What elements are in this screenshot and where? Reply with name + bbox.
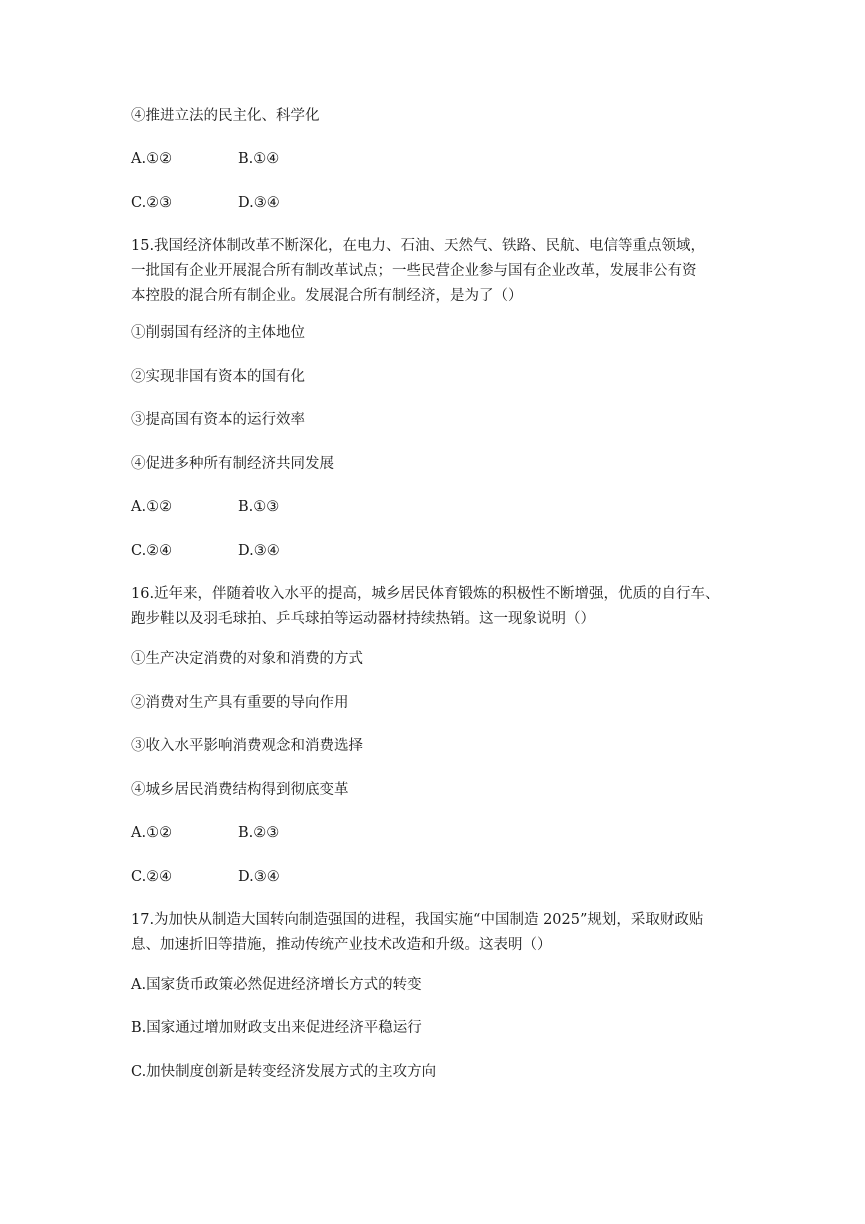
q17-choice-a: A.国家货币政策必然促进经济增长方式的转变	[131, 977, 422, 993]
q15-stem-line-2: 一批国有企业开展混合所有制改革试点；一些民营企业参与国有企业改革，发展非公有资	[131, 263, 697, 279]
q15-stem-line-1: 15.我国经济体制改革不断深化，在电力、石油、天然气、铁路、民航、电信等重点领域，	[131, 238, 706, 254]
q15-choice-b: B.①③	[238, 499, 280, 515]
q16-stem-line-1: 16.近年来，伴随着收入水平的提高，城乡居民体育锻炼的积极性不断增强，优质的自行车、	[131, 586, 720, 602]
q14-choice-a: A.①②	[131, 151, 173, 167]
q15-option-4: ④促进多种所有制经济共同发展	[131, 456, 334, 472]
q15-option-2: ②实现非国有资本的国有化	[131, 369, 305, 385]
q14-choice-d: D.③④	[238, 195, 280, 211]
q17-choice-b: B.国家通过增加财政支出来促进经济平稳运行	[131, 1020, 422, 1036]
q15-option-3: ③提高国有资本的运行效率	[131, 412, 305, 428]
q14-choice-c: C.②③	[131, 195, 173, 211]
q16-option-1: ①生产决定消费的对象和消费的方式	[131, 651, 363, 667]
q16-stem-line-2: 跑步鞋以及羽毛球拍、乒乓球拍等运动器材持续热销。这一现象说明（）	[131, 611, 595, 627]
q17-choice-c: C.加快制度创新是转变经济发展方式的主攻方向	[131, 1064, 437, 1080]
q16-option-4: ④城乡居民消费结构得到彻底变革	[131, 782, 349, 798]
q15-choice-d: D.③④	[238, 543, 280, 559]
q16-choice-d: D.③④	[238, 869, 280, 885]
q15-stem-line-3: 本控股的混合所有制企业。发展混合所有制经济，是为了（）	[131, 288, 523, 304]
q16-option-2: ②消费对生产具有重要的导向作用	[131, 695, 349, 711]
q15-option-1: ①削弱国有经济的主体地位	[131, 325, 305, 341]
q15-choice-a: A.①②	[131, 499, 173, 515]
q15-choice-c: C.②④	[131, 543, 173, 559]
q17-stem-line-1: 17.为加快从制造大国转向制造强国的进程，我国实施“中国制造 2025”规划，采取财政贴	[131, 912, 704, 928]
q16-choice-a: A.①②	[131, 825, 173, 841]
q14-choice-b: B.①④	[238, 151, 280, 167]
q16-choice-b: B.②③	[238, 825, 280, 841]
q14-option-4: ④推进立法的民主化、科学化	[131, 108, 320, 124]
q16-choice-c: C.②④	[131, 869, 173, 885]
q16-option-3: ③收入水平影响消费观念和消费选择	[131, 738, 363, 754]
q17-stem-line-2: 息、加速折旧等措施，推动传统产业技术改造和升级。这表明（）	[131, 937, 552, 953]
